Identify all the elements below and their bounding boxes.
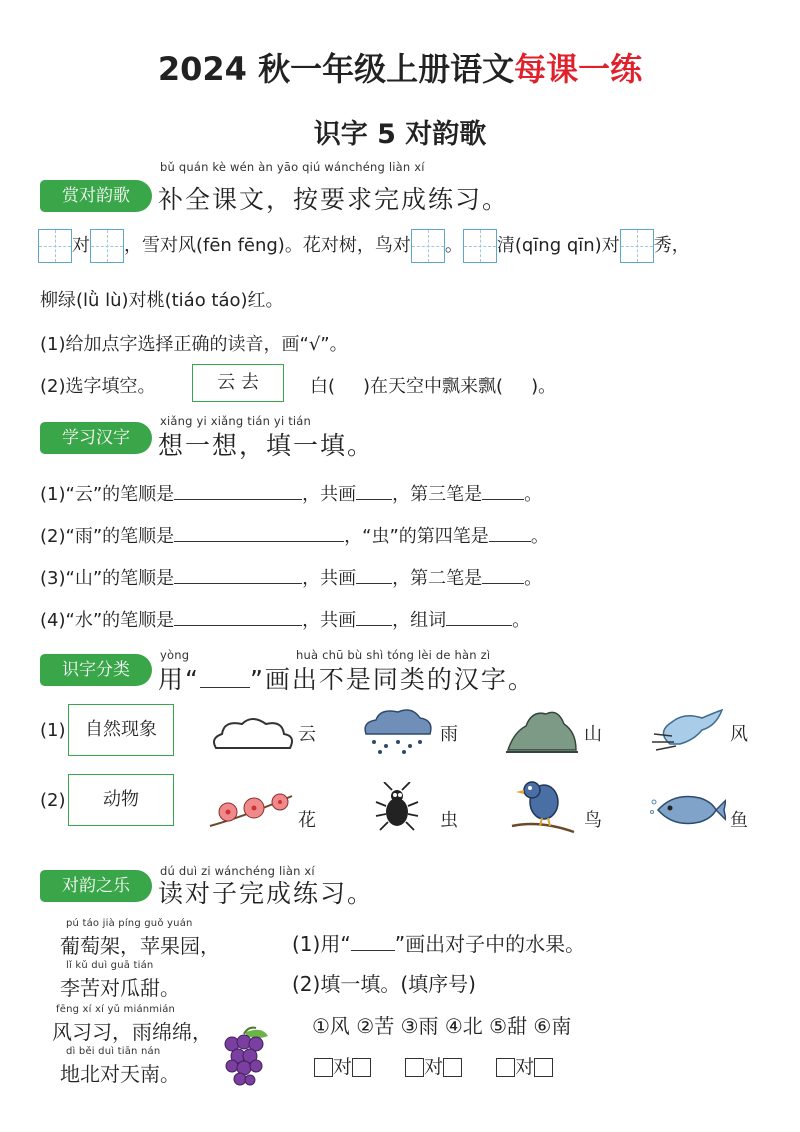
answer-blank[interactable]: [446, 607, 512, 626]
answer-square[interactable]: [352, 1058, 371, 1077]
poem-line-1: 葡萄架，苹果园，: [60, 934, 220, 958]
flower-icon: [206, 786, 296, 832]
poem-line-3: 风习习，雨绵绵，: [52, 1020, 212, 1044]
answer-blank[interactable]: [174, 565, 302, 584]
answer-blank[interactable]: [356, 565, 392, 584]
sec1-line2: 柳绿(lǜ lù)对桃(tiáo táo)红。: [40, 290, 284, 311]
answer-blank[interactable]: [356, 607, 392, 626]
sec4-q2: (2)填一填。(填序号): [292, 972, 476, 996]
text: (2)“雨”的笔顺是: [40, 526, 175, 547]
word-choice-box: 云 去: [192, 364, 284, 402]
stroke-row-1: [40, 480, 542, 506]
poem-pinyin-2: lǐ kǔ duì guā tián: [66, 960, 154, 971]
poem-pinyin-1: pú táo jià píng guǒ yuán: [66, 918, 193, 929]
tianzige-box[interactable]: [411, 229, 445, 263]
section-badge-4: 对韵之乐: [40, 870, 152, 902]
answer-blank[interactable]: [489, 523, 531, 542]
bug-icon: [372, 782, 422, 832]
poem-line-2: 李苦对瓜甜。: [60, 976, 180, 1000]
category-box-animals: 动物: [68, 774, 174, 826]
text: 对: [72, 235, 90, 256]
text: ，组词: [392, 610, 447, 631]
text: ，共画: [302, 484, 357, 505]
text: ”画出不是同类的汉字。: [249, 665, 535, 694]
answer-blank[interactable]: [174, 523, 344, 542]
sec1-line1: [38, 228, 690, 264]
tianzige-box[interactable]: [620, 229, 654, 263]
text: 清(qīng qīn)对: [496, 235, 620, 256]
mountain-icon: [504, 706, 580, 754]
sec1-q2-label: (2)选字填空。: [40, 376, 156, 397]
sec2-instruction: 想一想，填一填。: [158, 431, 375, 460]
text: 。: [444, 235, 463, 256]
poem-pinyin-3: fēng xí xí yǔ miánmián: [56, 1004, 176, 1015]
bird-icon: [510, 776, 576, 836]
poem-line-4: 地北对天南。: [60, 1062, 180, 1086]
sec2-pinyin: xiǎng yi xiǎng tián yi tián: [160, 414, 312, 428]
text: 。: [512, 610, 531, 631]
stroke-row-4: [40, 606, 530, 632]
answer-blank[interactable]: [174, 481, 302, 500]
answer-square[interactable]: [314, 1058, 333, 1077]
text: 对: [333, 1056, 353, 1078]
sec4-options: ①风 ②苦 ③雨 ④北 ⑤甜 ⑥南: [312, 1014, 572, 1038]
category-box-nature: 自然现象: [68, 704, 174, 756]
pair-blanks: [314, 1052, 553, 1079]
text: 对: [515, 1056, 535, 1078]
text: ，共画: [302, 610, 357, 631]
stroke-row-2: [40, 522, 549, 548]
section-badge-2: 学习汉字: [40, 422, 152, 454]
sec1-q2-sentence: [310, 372, 556, 398]
answer-square[interactable]: [443, 1058, 462, 1077]
answer-blank: [351, 930, 395, 951]
wind-icon: [650, 704, 726, 754]
sec3-pinyin-yong: yòng: [160, 648, 190, 662]
item-hua[interactable]: 花: [298, 810, 316, 831]
sec1-q1: (1)给加点字选择正确的读音，画“√”。: [40, 334, 348, 355]
rain-cloud-icon: [360, 708, 436, 754]
text: 。: [524, 484, 543, 505]
text: 。: [524, 568, 543, 589]
item-niao[interactable]: 鸟: [584, 810, 602, 831]
title-main: 2024 秋一年级上册语文: [157, 50, 515, 88]
fish-icon: [650, 790, 726, 830]
cloud-icon: [208, 714, 298, 754]
sec4-q1: [292, 928, 585, 957]
sec3-pinyin: huà chū bù shì tóng lèi de hàn zì: [296, 648, 491, 662]
answer-square[interactable]: [534, 1058, 553, 1077]
lesson-subtitle: 识字 5 对韵歌: [313, 119, 487, 150]
tianzige-box[interactable]: [38, 229, 72, 263]
text: )在天空中飘来飘(: [363, 376, 504, 397]
text: ，雪对风(fēn fēng)。花对树，鸟对: [124, 235, 411, 256]
item-yu-fish[interactable]: 鱼: [730, 810, 748, 831]
text: (1)用“: [292, 932, 351, 956]
text: 。: [530, 526, 549, 547]
answer-square[interactable]: [405, 1058, 424, 1077]
row2-number: (2): [40, 790, 66, 811]
tianzige-box[interactable]: [463, 229, 497, 263]
text: ，第三笔是: [392, 484, 483, 505]
answer-blank[interactable]: [174, 607, 302, 626]
sec4-pinyin: dú duì zi wánchéng liàn xí: [160, 864, 315, 878]
poem-pinyin-4: dì běi duì tiān nán: [66, 1046, 161, 1057]
item-yu[interactable]: 雨: [440, 724, 458, 745]
sec1-instruction: 补全课文，按要求完成练习。: [158, 185, 510, 214]
item-chong[interactable]: 虫: [440, 810, 458, 831]
text: ，共画: [302, 568, 357, 589]
text: 秀，: [653, 235, 690, 256]
text: (4)“水”的笔顺是: [40, 610, 175, 631]
tianzige-box[interactable]: [90, 229, 124, 263]
item-yun[interactable]: 云: [298, 724, 316, 745]
answer-blank[interactable]: [356, 481, 392, 500]
text: ，第二笔是: [392, 568, 483, 589]
text: ”画出对子中的水果。: [394, 932, 586, 956]
text: (3)“山”的笔顺是: [40, 568, 175, 589]
answer-blank[interactable]: [482, 565, 524, 584]
answer-square[interactable]: [496, 1058, 515, 1077]
answer-blank[interactable]: [482, 481, 524, 500]
text: )。: [531, 376, 557, 397]
row1-number: (1): [40, 720, 66, 741]
page-title: [0, 44, 800, 90]
text: 白(: [310, 376, 336, 397]
section-badge-3: 识字分类: [40, 654, 152, 686]
text: 用“: [158, 665, 200, 694]
item-feng[interactable]: 风: [730, 724, 748, 745]
answer-blank: [200, 665, 250, 688]
sec3-instruction: [158, 660, 535, 696]
text: 对: [424, 1056, 444, 1078]
stroke-row-3: [40, 564, 542, 590]
text: (1)“云”的笔顺是: [40, 484, 175, 505]
section-badge-1: 赏对韵歌: [40, 180, 152, 212]
text: ，“虫”的第四笔是: [344, 526, 489, 547]
sec4-instruction: 读对子完成练习。: [158, 879, 375, 908]
sec1-pinyin: bǔ quán kè wén àn yāo qiú wánchéng liàn xí: [160, 160, 425, 174]
grapes-icon: [218, 1024, 270, 1090]
item-shan[interactable]: 山: [584, 724, 602, 745]
title-red: 每课一练: [514, 50, 643, 88]
